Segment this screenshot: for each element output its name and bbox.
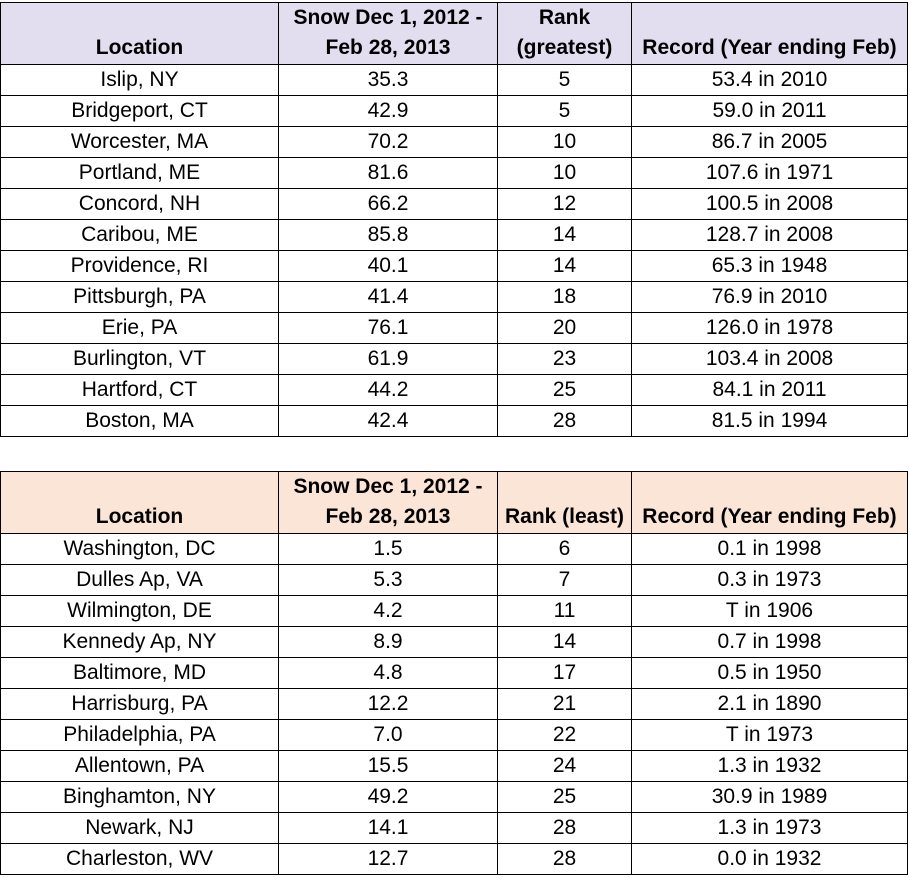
cell-snow: 12.7 [279,844,498,875]
cell-snow: 35.3 [279,65,498,96]
cell-snow: 85.8 [279,220,498,251]
cell-record: 65.3 in 1948 [632,251,908,282]
cell-location: Harrisburg, PA [1,689,279,720]
header-text: Record (Year ending Feb) [642,36,897,59]
cell-rank: 25 [498,782,632,813]
cell-snow: 7.0 [279,720,498,751]
cell-snow: 15.5 [279,751,498,782]
cell-record: 59.0 in 2011 [632,96,908,127]
cell-rank: 14 [498,220,632,251]
cell-record: 0.3 in 1973 [632,565,908,596]
cell-record: 0.7 in 1998 [632,627,908,658]
cell-location: Philadelphia, PA [1,720,279,751]
cell-snow: 14.1 [279,813,498,844]
cell-snow: 66.2 [279,189,498,220]
header-text: Location [95,505,184,528]
table-row [1,751,908,782]
header-text: Location [95,36,184,59]
cell-snow: 5.3 [279,565,498,596]
cell-rank: 14 [498,251,632,282]
cell-location: Hartford, CT [1,375,279,406]
header-text: (greatest) [516,36,613,59]
cell-snow: 8.9 [279,627,498,658]
cell-location: Bridgeport, CT [1,96,279,127]
cell-rank: 21 [498,689,632,720]
cell-snow: 76.1 [279,313,498,344]
cell-location: Kennedy Ap, NY [1,627,279,658]
table-row [1,596,908,627]
table-row [1,375,908,406]
cell-record: 1.3 in 1973 [632,813,908,844]
cell-record: 76.9 in 2010 [632,282,908,313]
cell-rank: 6 [498,534,632,565]
cell-rank: 22 [498,720,632,751]
table-row [1,813,908,844]
cell-location: Baltimore, MD [1,658,279,689]
table-row [1,313,908,344]
cell-snow: 1.5 [279,534,498,565]
header-text: Feb 28, 2013 [325,36,451,59]
header-text: Snow Dec 1, 2012 - [293,475,483,498]
header-record [632,3,908,65]
cell-rank: 10 [498,158,632,189]
header-row [1,3,908,65]
cell-location: Dulles Ap, VA [1,565,279,596]
cell-location: Allentown, PA [1,751,279,782]
cell-snow: 41.4 [279,282,498,313]
cell-rank: 20 [498,313,632,344]
cell-snow: 40.1 [279,251,498,282]
cell-record: 128.7 in 2008 [632,220,908,251]
cell-rank: 11 [498,596,632,627]
cell-snow: 12.2 [279,689,498,720]
cell-record: 0.5 in 1950 [632,658,908,689]
cell-record: 0.0 in 1932 [632,844,908,875]
header-snow [279,3,498,65]
table-row [1,189,908,220]
cell-location: Worcester, MA [1,127,279,158]
cell-record: 81.5 in 1994 [632,406,908,437]
header-text: Rank (least) [504,505,625,528]
cell-rank: 18 [498,282,632,313]
cell-location: Newark, NJ [1,813,279,844]
cell-record: 126.0 in 1978 [632,313,908,344]
table-row [1,844,908,875]
header-location [1,3,279,65]
cell-rank: 5 [498,96,632,127]
header-text: Record (Year ending Feb) [642,505,897,528]
cell-location: Washington, DC [1,534,279,565]
table-row [1,96,908,127]
least-snow-table [0,471,908,875]
cell-rank: 7 [498,565,632,596]
cell-rank: 5 [498,65,632,96]
cell-snow: 81.6 [279,158,498,189]
table-row [1,782,908,813]
cell-location: Providence, RI [1,251,279,282]
cell-location: Binghamton, NY [1,782,279,813]
cell-record: 53.4 in 2010 [632,65,908,96]
cell-record: T in 1973 [632,720,908,751]
cell-record: 0.1 in 1998 [632,534,908,565]
cell-location: Concord, NH [1,189,279,220]
cell-record: 107.6 in 1971 [632,158,908,189]
cell-rank: 24 [498,751,632,782]
cell-rank: 28 [498,406,632,437]
header-rank [498,472,632,534]
cell-snow: 4.2 [279,596,498,627]
cell-rank: 14 [498,627,632,658]
header-snow [279,472,498,534]
table-row [1,565,908,596]
cell-rank: 23 [498,344,632,375]
cell-snow: 4.8 [279,658,498,689]
header-location [1,472,279,534]
header-record [632,472,908,534]
header-text: Feb 28, 2013 [325,505,451,528]
cell-location: Pittsburgh, PA [1,282,279,313]
cell-rank: 28 [498,813,632,844]
cell-location: Wilmington, DE [1,596,279,627]
cell-location: Boston, MA [1,406,279,437]
table-row [1,127,908,158]
cell-location: Burlington, VT [1,344,279,375]
table-row [1,344,908,375]
cell-location: Caribou, ME [1,220,279,251]
cell-record: 100.5 in 2008 [632,189,908,220]
header-text: Snow Dec 1, 2012 - [293,6,483,29]
cell-record: 1.3 in 1932 [632,751,908,782]
cell-location: Erie, PA [1,313,279,344]
cell-rank: 25 [498,375,632,406]
cell-snow: 49.2 [279,782,498,813]
cell-record: 2.1 in 1890 [632,689,908,720]
table-row [1,534,908,565]
table-row [1,658,908,689]
table-row [1,689,908,720]
cell-rank: 28 [498,844,632,875]
cell-rank: 12 [498,189,632,220]
table-row [1,720,908,751]
cell-rank: 10 [498,127,632,158]
cell-snow: 42.9 [279,96,498,127]
cell-record: 103.4 in 2008 [632,344,908,375]
cell-snow: 61.9 [279,344,498,375]
cell-location: Charleston, WV [1,844,279,875]
table-row [1,282,908,313]
cell-record: 86.7 in 2005 [632,127,908,158]
cell-record: 30.9 in 1989 [632,782,908,813]
table-row [1,406,908,437]
greatest-snow-table [0,2,908,437]
table-row [1,627,908,658]
header-row [1,472,908,534]
cell-snow: 44.2 [279,375,498,406]
cell-rank: 17 [498,658,632,689]
cell-snow: 42.4 [279,406,498,437]
table-row [1,220,908,251]
table-row [1,251,908,282]
cell-record: 84.1 in 2011 [632,375,908,406]
header-text: Rank [538,6,591,29]
table-row [1,65,908,96]
cell-record: T in 1906 [632,596,908,627]
cell-location: Portland, ME [1,158,279,189]
table-row [1,158,908,189]
header-rank [498,3,632,65]
cell-snow: 70.2 [279,127,498,158]
cell-location: Islip, NY [1,65,279,96]
